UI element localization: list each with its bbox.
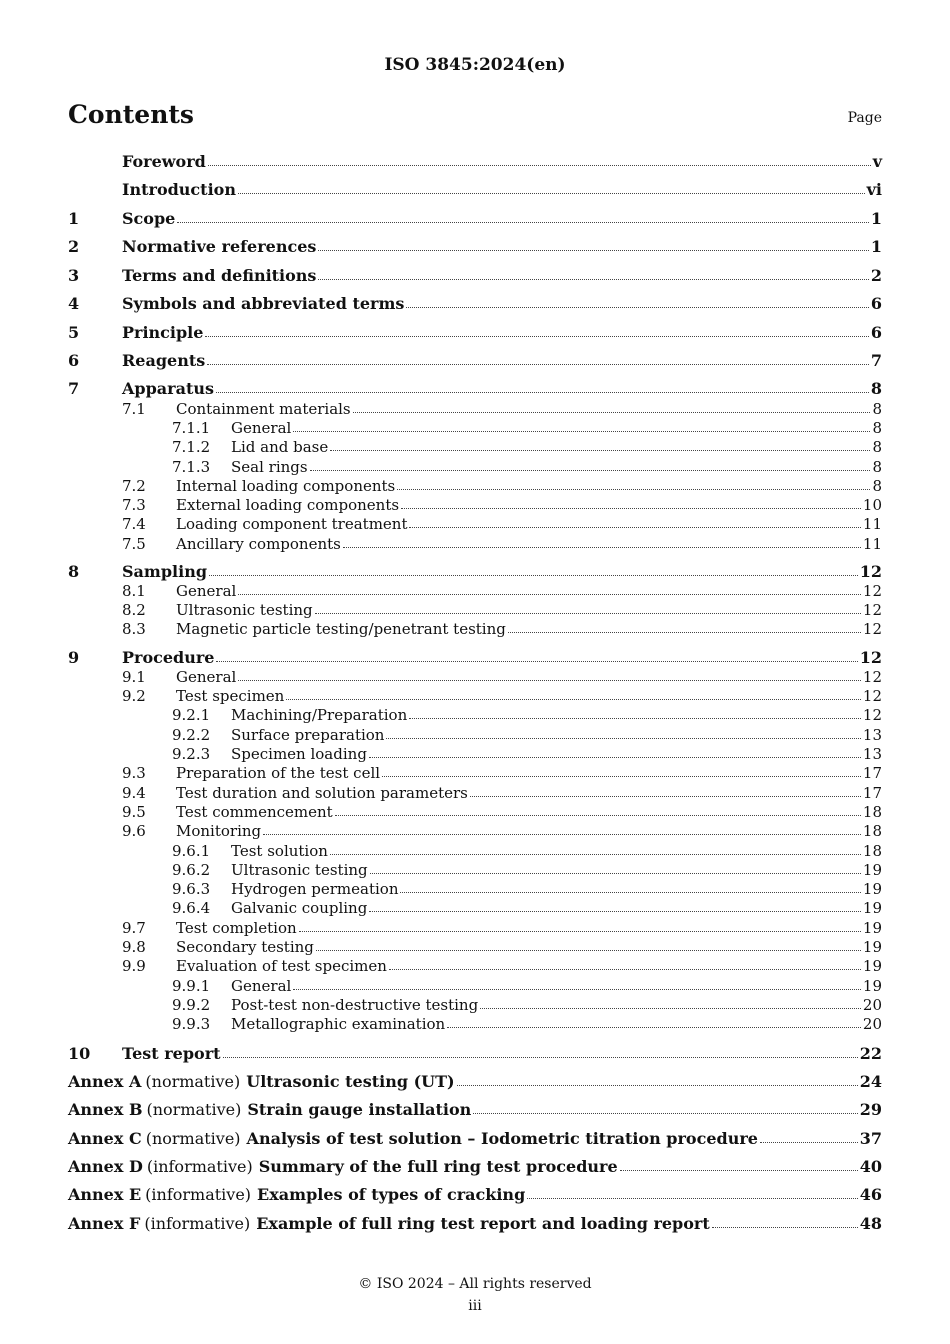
- toc-entry-page: 18: [862, 842, 882, 860]
- toc-entry-number: 8: [68, 562, 80, 581]
- toc-entry-title: Test report: [122, 1044, 221, 1063]
- toc-entry[interactable]: [68, 822, 882, 840]
- dot-leader: [508, 632, 861, 633]
- toc-entry-page: 12: [862, 687, 882, 705]
- toc-entry-title: Surface preparation: [231, 726, 385, 744]
- toc-entry-title: Hydrogen permeation: [231, 880, 399, 898]
- toc-entry-title: Test duration and solution parameters: [176, 784, 468, 802]
- toc-entry[interactable]: [68, 477, 882, 495]
- toc-entry-title: General: [231, 977, 292, 995]
- toc-entry-number: 9.6: [122, 822, 146, 840]
- dot-leader: [238, 193, 865, 194]
- toc-entry-title: Magnetic particle testing/penetrant testing: [176, 620, 506, 638]
- toc-entry-page: 2: [870, 266, 882, 285]
- dot-leader: [406, 307, 868, 308]
- toc-entry[interactable]: [68, 620, 882, 638]
- toc-entry[interactable]: [68, 726, 882, 744]
- annex-kind: (informative): [146, 1157, 253, 1176]
- annex-page: 24: [859, 1072, 882, 1091]
- toc-entry-page: 22: [859, 1044, 882, 1063]
- dot-leader: [409, 718, 861, 719]
- annex-label: Annex E: [68, 1185, 142, 1204]
- toc-entry-title: Normative references: [122, 237, 317, 256]
- toc-entry[interactable]: [68, 601, 882, 619]
- toc-entry-number: 10: [68, 1044, 91, 1063]
- annex-kind: (informative): [144, 1214, 251, 1233]
- toc-entry-number: 9.2.3: [172, 745, 211, 763]
- dot-leader: [335, 815, 861, 816]
- toc-entry-number: 9.9.3: [172, 1015, 211, 1033]
- dot-leader: [480, 1008, 861, 1009]
- toc-entry-page: 19: [862, 957, 882, 975]
- dot-leader: [208, 165, 871, 166]
- annex-entry[interactable]: [68, 1157, 882, 1176]
- toc-entry-page: vi: [866, 180, 882, 199]
- toc-entry-page: 17: [862, 764, 882, 782]
- annex-page: 48: [859, 1214, 882, 1233]
- annex-kind: (normative): [146, 1100, 242, 1119]
- toc-entry-title: Ultrasonic testing: [176, 601, 313, 619]
- toc-entry[interactable]: [68, 379, 882, 398]
- dot-leader: [712, 1227, 858, 1228]
- toc-entry-page: 8: [872, 458, 882, 476]
- annex-entry[interactable]: [68, 1185, 882, 1204]
- toc-entry-title: Symbols and abbreviated terms: [122, 294, 405, 313]
- toc-entry-page: 20: [862, 996, 882, 1014]
- toc-entry[interactable]: [68, 180, 882, 199]
- toc-entry-page: 18: [862, 803, 882, 821]
- toc-entry[interactable]: [68, 668, 882, 686]
- toc-entry-title: Test commencement: [176, 803, 333, 821]
- dot-leader: [207, 364, 869, 365]
- toc-entry-page: 12: [862, 706, 882, 724]
- dot-leader: [330, 450, 870, 451]
- toc-entry[interactable]: [68, 803, 882, 821]
- toc-entry-number: 9: [68, 648, 80, 667]
- dot-leader: [760, 1142, 858, 1143]
- annex-title: Example of full ring test report and loading report: [256, 1214, 710, 1233]
- toc-entry-number: 8.1: [122, 582, 146, 600]
- toc-entry-number: 9.6.1: [172, 842, 211, 860]
- dot-leader: [310, 470, 871, 471]
- toc-entry-number: 9.6.4: [172, 899, 211, 917]
- dot-leader: [353, 412, 871, 413]
- toc-entry-number: 3: [68, 266, 80, 285]
- toc-entry-page: 19: [862, 938, 882, 956]
- dot-leader: [216, 392, 869, 393]
- toc-entry-page: 18: [862, 822, 882, 840]
- toc-entry-title: General: [231, 419, 292, 437]
- toc-entry-title: Sampling: [122, 562, 208, 581]
- toc-entry-title: Apparatus: [122, 379, 214, 398]
- toc-entry-page: 19: [862, 899, 882, 917]
- toc-entry-page: 8: [872, 419, 882, 437]
- toc-entry-number: 9.1: [122, 668, 146, 686]
- toc-entry-page: 8: [872, 400, 882, 418]
- toc-entry-number: 9.6.3: [172, 880, 211, 898]
- toc-entry-number: 7.4: [122, 515, 146, 533]
- toc-entry-title: Seal rings: [231, 458, 308, 476]
- toc-entry[interactable]: [68, 996, 882, 1014]
- annex-kind: (informative): [145, 1185, 252, 1204]
- toc-entry-number: 7.2: [122, 477, 146, 495]
- page-column-label: Page: [847, 110, 882, 126]
- annex-label: Annex C: [68, 1129, 142, 1148]
- toc-entry[interactable]: [68, 294, 882, 313]
- dot-leader: [527, 1198, 857, 1199]
- dot-leader: [473, 1113, 857, 1114]
- toc-entry[interactable]: [68, 938, 882, 956]
- toc-entry-page: 7: [870, 351, 882, 370]
- toc-entry[interactable]: [68, 1015, 882, 1033]
- toc-entry[interactable]: [68, 784, 882, 802]
- dot-leader: [620, 1170, 858, 1171]
- toc-entry-page: 12: [859, 648, 882, 667]
- toc-entry-title: Test solution: [231, 842, 328, 860]
- toc-entry-page: 19: [862, 880, 882, 898]
- annex-label: Annex B: [68, 1100, 143, 1119]
- toc-entry[interactable]: [68, 458, 882, 476]
- dot-leader: [330, 854, 861, 855]
- dot-leader: [238, 680, 861, 681]
- toc-entry-number: 7.1.2: [172, 438, 211, 456]
- toc-entry[interactable]: [68, 648, 882, 667]
- toc-entry[interactable]: [68, 323, 882, 342]
- toc-entry[interactable]: [68, 496, 882, 514]
- toc-entry-number: 9.2.1: [172, 706, 211, 724]
- toc-entry-number: 8.2: [122, 601, 146, 619]
- dot-leader: [409, 527, 860, 528]
- toc-entry-title: Specimen loading: [231, 745, 367, 763]
- annex-page: 46: [859, 1185, 882, 1204]
- toc-entry-title: Containment materials: [176, 400, 351, 418]
- dot-leader: [316, 950, 861, 951]
- toc-entry-number: 1: [68, 209, 80, 228]
- toc-entry-title: Scope: [122, 209, 176, 228]
- toc-entry-number: 8.3: [122, 620, 146, 638]
- dot-leader: [205, 336, 868, 337]
- toc-entry-number: 9.2: [122, 687, 146, 705]
- toc-entry-page: 17: [862, 784, 882, 802]
- dot-leader: [389, 969, 861, 970]
- annex-title: Analysis of test solution – Iodometric titration procedure: [246, 1129, 758, 1148]
- dot-leader: [315, 613, 861, 614]
- toc-entry-page: 19: [862, 919, 882, 937]
- dot-leader: [401, 508, 861, 509]
- toc-entry-page: 12: [862, 620, 882, 638]
- toc-entry-title: Test completion: [176, 919, 297, 937]
- toc-entry-page: 13: [862, 726, 882, 744]
- toc-entry[interactable]: [68, 706, 882, 724]
- toc-entry-title: Metallographic examination: [231, 1015, 446, 1033]
- toc-entry-title: General: [176, 582, 237, 600]
- annex-title: Summary of the full ring test procedure: [258, 1157, 618, 1176]
- toc-entry-number: 9.9.2: [172, 996, 211, 1014]
- dot-leader: [286, 699, 861, 700]
- toc-entry-number: 9.5: [122, 803, 146, 821]
- toc-entry-page: 19: [862, 861, 882, 879]
- toc-entry[interactable]: [68, 535, 882, 553]
- annex-entry[interactable]: [68, 1072, 882, 1091]
- dot-leader: [447, 1027, 861, 1028]
- toc-entry-number: 9.7: [122, 919, 146, 937]
- contents-title: Contents: [68, 100, 195, 129]
- dot-leader: [457, 1085, 858, 1086]
- toc-entry-number: 7.1.3: [172, 458, 211, 476]
- annex-page: 37: [859, 1129, 882, 1148]
- toc-entry[interactable]: [68, 977, 882, 995]
- toc-entry-title: Introduction: [122, 180, 236, 199]
- toc-entry-page: 10: [862, 496, 882, 514]
- toc-entry-title: Post-test non-destructive testing: [231, 996, 479, 1014]
- toc-entry-title: Secondary testing: [176, 938, 314, 956]
- toc-entry[interactable]: [68, 687, 882, 705]
- dot-leader: [370, 873, 861, 874]
- annex-kind: (normative): [145, 1129, 241, 1148]
- toc-entry[interactable]: [68, 899, 882, 917]
- toc-entry-number: 9.9: [122, 957, 146, 975]
- toc-entry-title: Foreword: [122, 152, 206, 171]
- toc-entry-page: 6: [870, 294, 882, 313]
- toc-entry-number: 9.2.2: [172, 726, 211, 744]
- toc-entry-title: Ancillary components: [176, 535, 341, 553]
- toc-entry-number: 5: [68, 323, 80, 342]
- toc-entry-page: v: [872, 152, 882, 171]
- toc-entry-page: 19: [862, 977, 882, 995]
- toc-entry[interactable]: [68, 266, 882, 285]
- toc-entry-number: 7.5: [122, 535, 146, 553]
- toc-entry[interactable]: [68, 919, 882, 937]
- toc-entry-title: Internal loading components: [176, 477, 396, 495]
- copyright-footer: © ISO 2024 – All rights reserved: [358, 1276, 592, 1292]
- toc-entry-page: 6: [870, 323, 882, 342]
- toc-entry-page: 13: [862, 745, 882, 763]
- toc-entry-title: Lid and base: [231, 438, 329, 456]
- toc-entry-title: Preparation of the test cell: [176, 764, 381, 782]
- toc-entry[interactable]: [68, 152, 882, 171]
- annex-kind: (normative): [145, 1072, 241, 1091]
- dot-leader: [343, 547, 861, 548]
- toc-entry-title: Ultrasonic testing: [231, 861, 368, 879]
- dot-leader: [263, 834, 861, 835]
- toc-entry-page: 1: [870, 209, 882, 228]
- toc-entry-number: 9.3: [122, 764, 146, 782]
- toc-entry-number: 9.8: [122, 938, 146, 956]
- toc-entry[interactable]: [68, 438, 882, 456]
- dot-leader: [177, 222, 869, 223]
- dot-leader: [369, 911, 861, 912]
- toc-entry[interactable]: [68, 1044, 882, 1063]
- annex-entry[interactable]: [68, 1214, 882, 1233]
- annex-page: 29: [859, 1100, 882, 1119]
- toc-entry-page: 12: [862, 601, 882, 619]
- dot-leader: [369, 757, 861, 758]
- toc-entry-page: 1: [870, 237, 882, 256]
- annex-label: Annex F: [68, 1214, 141, 1233]
- toc-entry[interactable]: [68, 582, 882, 600]
- toc-entry-page: 12: [859, 562, 882, 581]
- annex-title: Strain gauge installation: [247, 1100, 472, 1119]
- toc-entry-number: 4: [68, 294, 80, 313]
- toc-entry-page: 8: [872, 438, 882, 456]
- toc-entry-page: 20: [862, 1015, 882, 1033]
- toc-entry[interactable]: [68, 400, 882, 418]
- dot-leader: [318, 250, 868, 251]
- toc-entry-number: 7.1.1: [172, 419, 211, 437]
- toc-entry-title: Reagents: [122, 351, 206, 370]
- dot-leader: [382, 776, 861, 777]
- toc-entry-title: Terms and definitions: [122, 266, 317, 285]
- toc-entry[interactable]: [68, 209, 882, 228]
- toc-entry-number: 7.3: [122, 496, 146, 514]
- toc-entry[interactable]: [68, 419, 882, 437]
- toc-entry-number: 6: [68, 351, 80, 370]
- annex-label: Annex A: [68, 1072, 142, 1091]
- annex-title: Examples of types of cracking: [257, 1185, 526, 1204]
- toc-entry-title: External loading components: [176, 496, 400, 514]
- toc-entry[interactable]: [68, 237, 882, 256]
- toc-entry-number: 9.6.2: [172, 861, 211, 879]
- toc-entry-page: 12: [862, 668, 882, 686]
- toc-entry-title: Loading component treatment: [176, 515, 408, 533]
- toc-entry-number: 7.1: [122, 400, 146, 418]
- toc-entry-page: 12: [862, 582, 882, 600]
- toc-entry[interactable]: [68, 745, 882, 763]
- annex-page: 40: [859, 1157, 882, 1176]
- toc-entry[interactable]: [68, 842, 882, 860]
- toc-entry[interactable]: [68, 764, 882, 782]
- annex-title: Ultrasonic testing (UT): [246, 1072, 455, 1091]
- toc-entry-page: 11: [862, 515, 882, 533]
- annex-entry[interactable]: [68, 1100, 882, 1119]
- toc-entry-number: 9.9.1: [172, 977, 211, 995]
- toc-entry-title: Galvanic coupling: [231, 899, 368, 917]
- toc-entry-title: Machining/Preparation: [231, 706, 408, 724]
- toc-entry-page: 8: [870, 379, 882, 398]
- toc-entry[interactable]: [68, 861, 882, 879]
- dot-leader: [209, 575, 858, 576]
- toc-entry[interactable]: [68, 880, 882, 898]
- toc-entry-title: Monitoring: [176, 822, 262, 840]
- dot-leader: [397, 489, 870, 490]
- dot-leader: [470, 796, 861, 797]
- toc-entry-number: 9.4: [122, 784, 146, 802]
- dot-leader: [238, 594, 861, 595]
- dot-leader: [386, 738, 860, 739]
- toc-entry[interactable]: [68, 562, 882, 581]
- document-id-header: ISO 3845:2024(en): [384, 55, 566, 75]
- dot-leader: [318, 279, 868, 280]
- annex-entry[interactable]: [68, 1129, 882, 1148]
- toc-entry-title: Evaluation of test specimen: [176, 957, 387, 975]
- dot-leader: [400, 892, 860, 893]
- toc-entry-number: 7: [68, 379, 80, 398]
- toc-entry[interactable]: [68, 515, 882, 533]
- toc-entry-title: General: [176, 668, 237, 686]
- toc-entry-title: Test specimen: [176, 687, 285, 705]
- toc-entry-page: 8: [872, 477, 882, 495]
- dot-leader: [299, 931, 861, 932]
- toc-entry[interactable]: [68, 957, 882, 975]
- dot-leader: [293, 431, 870, 432]
- dot-leader: [216, 661, 857, 662]
- annex-label: Annex D: [68, 1157, 143, 1176]
- toc-entry[interactable]: [68, 351, 882, 370]
- toc-entry-page: 11: [862, 535, 882, 553]
- page-number: iii: [468, 1298, 482, 1314]
- toc-entry-number: 2: [68, 237, 80, 256]
- toc-entry-title: Procedure: [122, 648, 215, 667]
- toc-entry-title: Principle: [122, 323, 204, 342]
- dot-leader: [293, 989, 861, 990]
- dot-leader: [223, 1057, 858, 1058]
